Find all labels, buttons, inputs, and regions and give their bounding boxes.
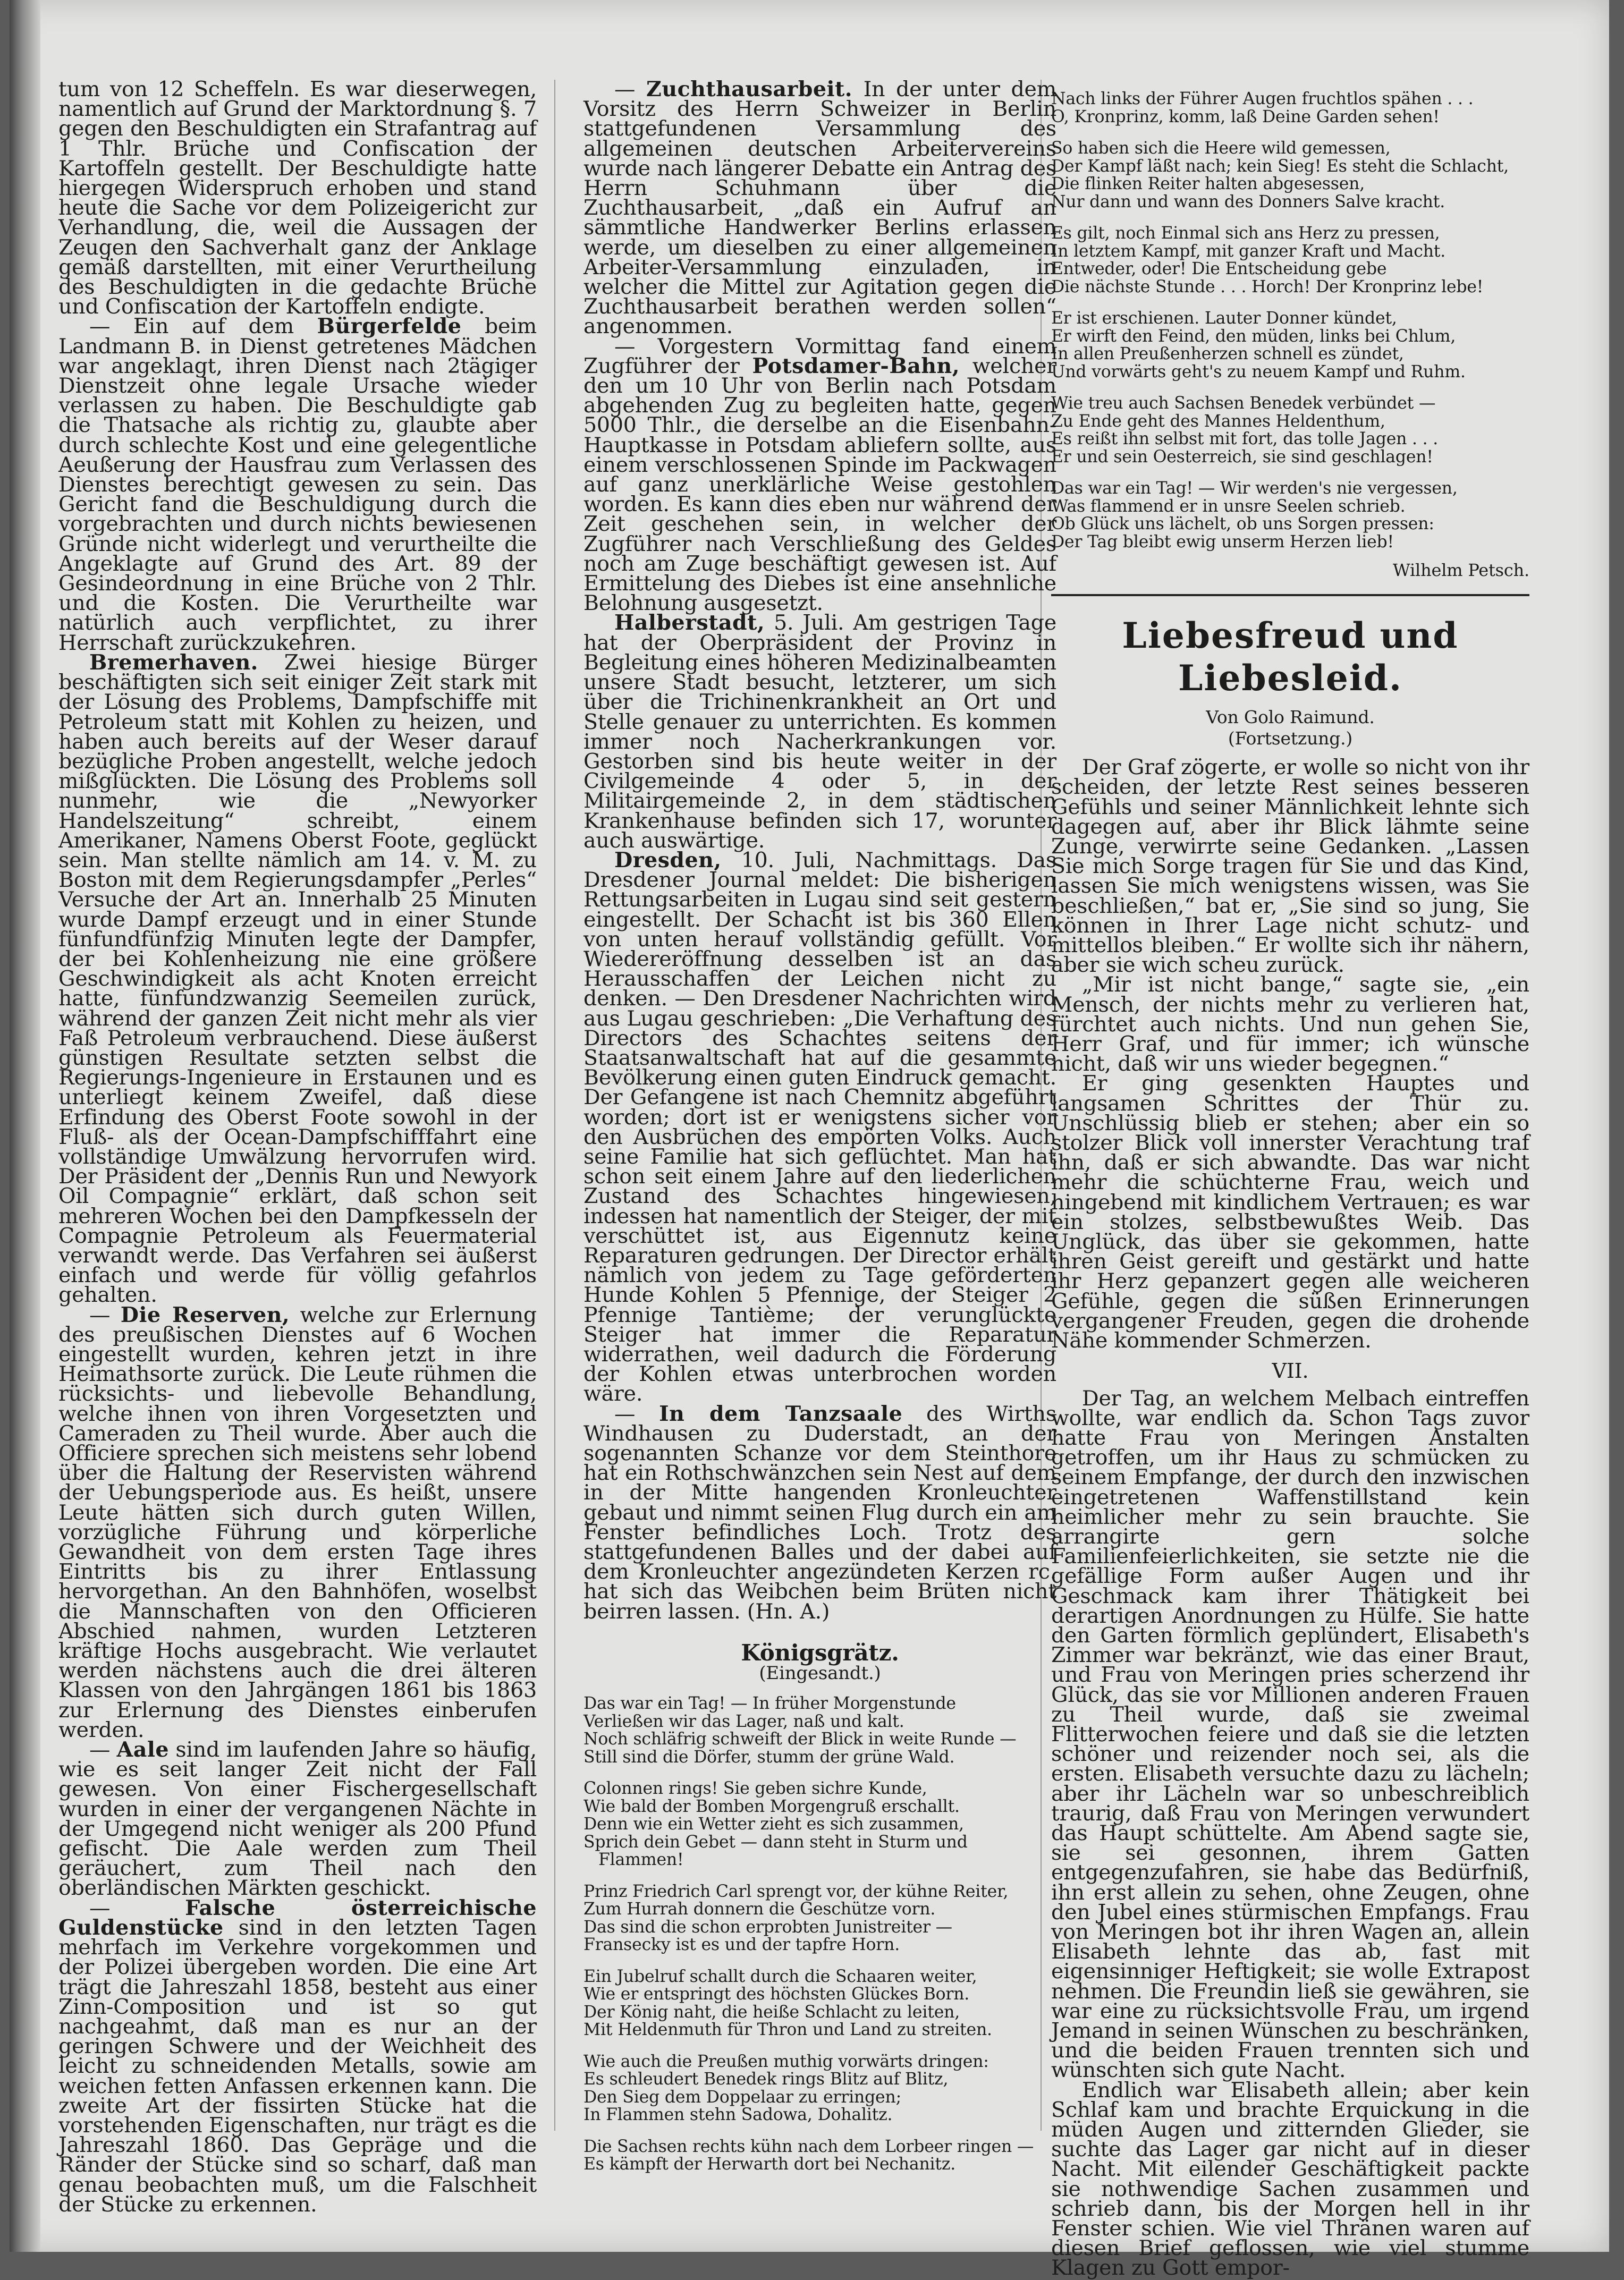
- poem-line: Der Kampf läßt nach; kein Sieg! Es steht die Schlacht,: [1051, 156, 1509, 176]
- poem-line: Fransecky ist es und der tapfre Horn.: [583, 1935, 900, 1955]
- article-potsdamer-bahn: — Vorgestern Vormittag fand einem Zugführer der Potsdamer-Bahn, welcher den um 10 Uhr von Berlin nach Potsdam abgehenden Zug zu begleiten hatte, gegen 5000 Thlr., die derselbe an die Eisenbahn-Hauptkasse in Potsdam abliefern sollte, aus einem verschlossenen Spinde im Packwagen auf ganz unerklärliche Weise gestohlen worden. Es kann dies eben nur während der Zeit geschehen sein, in welcher der Zugführer nach Verschließung des Geldes noch am Zuge beschäftigt gewesen ist. Auf Ermittelung des Diebes ist eine ansehnliche Belohnung ausgesetzt.: [583, 334, 1056, 616]
- story-author: Von Golo Raimund.: [1206, 707, 1375, 728]
- poem-line: Was flammend er in unsre Seelen schrieb.: [1051, 496, 1406, 516]
- chapter-number: VII.: [1272, 1359, 1309, 1383]
- headline-buergerfelde: Bürgerfelde: [317, 314, 462, 339]
- article-reserven: — Die Reserven, welche zur Erlernung des preußischen Dienstes auf 6 Wochen eingestellt wurden, kehren jetzt in ihre Heimathsorte zurück. Die Leute rühmen die rücksichts- und liebevolle Behandlung, welche ihnen von ihren Vorgesetzten und Cameraden zu Theil wurde. Aber auch die Officiere sprechen sich meistens sehr lobend über die Haltung der Reservisten während der Uebungsperiode aus. Es heißt, unsere Leute hätten sich durch guten Willen, vorzügliche Führung und körperliche Gewandheit von dem ersten Tage ihres Eintritts bis zu ihrer Entlassung hervorgethan. An den Bahnhöfen, woselbst die Mannschaften von den Officieren Abschied nahmen, wurden Letzteren kräftige Hochs ausgebracht. Wie verlautet werden nächstens auch die drei älteren Klassen von den Jahrgängen 1861 bis 1863 zur Erlernung des Dienstes einberufen werden.: [58, 1302, 537, 1742]
- headline-potsdamer-bahn: Potsdamer-Bahn,: [752, 353, 960, 378]
- story-paragraph: „Mir ist nicht bange,“ sagte sie, „ein Mensch, der nichts mehr zu verlieren hat, fürchtet auch nichts. Und nun gehen Sie, Herr Graf, und für immer; ich wünsche nicht, daß wir uns wieder begegnen.“: [1051, 972, 1529, 1077]
- article-tanzsaale: — In dem Tanzsaale des Wirths Windhausen zu Duderstadt, an der sogenannten Schanze vor dem Steinthore hat ein Rothschwänzchen sein Nest auf dem in der Mitte hangenden Kronleuchter gebaut und nimmt seinen Flug durch ein am Fenster befindliches Loch. Trotz des stattgefundenen Balles und der dabei auf dem Kronleuchter angezündeten Kerzen rc. hat sich das Weibchen beim Brüten nicht beirren lassen. (Hn. A.): [583, 1401, 1056, 1624]
- column-3: [1051, 90, 1529, 2278]
- newspaper-page: [10, 0, 1609, 2280]
- poem-line: Wie treu auch Sachsen Benedek verbündet —: [1051, 394, 1436, 413]
- story-continuation-note: (Fortsetzung.): [1228, 728, 1353, 749]
- poem-subtitle: (Eingesandt.): [759, 1663, 881, 1684]
- poem-stanza: [1051, 225, 1529, 296]
- poem-line: Nur dann und wann des Donners Salve kracht.: [1051, 192, 1445, 211]
- poem-stanzas-part1: [583, 1695, 1056, 2174]
- column-2: [583, 77, 1056, 2188]
- article-aale: — Aale sind im laufenden Jahre so häufig, wie es seit langer Zeit nicht der Fall gewesen. Von einer Fischergesellschaft wurden in einer der vergangenen Nächte in der Umgegend nicht weniger als 200 Pfund gefischt. Die Aale werden zum Theil geräuchert, zum Theil nach den oberländischen Märkten geschickt.: [58, 1737, 537, 1901]
- article-continuation: tum von 12 Scheffeln. Es war dieserwegen, namentlich auf Grund der Marktordnung §. 7 gegen den Beschuldigten ein Strafantrag auf 1 Thlr. Brüche und Confiscation der Kartoffeln gestellt. Der Beschuldigte hatte hiergegen Widerspruch erhoben und stand heute die Sache vor dem Polizeigericht zur Verhandlung, die, weil die Aussagen der Zeugen den Sachverhalt ganz der Anklage gemäß darstellten, mit einer Verurtheilung des Beschuldigten in die gedachte Brüche und Confiscation der Kartoffeln endigte.: [58, 77, 537, 319]
- poem-line: In letztem Kampf, mit ganzer Kraft und Macht.: [1051, 241, 1446, 261]
- poem-line: Die Sachsen rechts kühn nach dem Lorbeer ringen —: [583, 2137, 1034, 2156]
- poem-line: Wie bald der Bomben Morgengruß erschallt.: [583, 1796, 960, 1816]
- poem-line: Die nächste Stunde . . . Horch! Der Kronprinz lebe!: [1051, 277, 1484, 296]
- page-fold-shadow: [10, 0, 40, 2252]
- poem-line: Er und sein Oesterreich, sie sind geschlagen!: [1051, 447, 1433, 467]
- headline-tanzsaale: In dem Tanzsaale: [659, 1401, 903, 1426]
- poem-line: Verließen wir das Lager, naß und kalt.: [583, 1711, 904, 1731]
- poem-line: Ein Jubelruf schallt durch die Schaaren weiter,: [583, 1967, 977, 1986]
- poem-line: Der Tag bleibt ewig unserm Herzen lieb!: [1051, 532, 1394, 552]
- poem-stanza: [583, 1695, 1056, 1766]
- poem-line: Entweder, oder! Die Entscheidung gebe: [1051, 259, 1387, 278]
- poem-line: Er wirft den Feind, den müden, links bei Chlum,: [1051, 326, 1456, 346]
- poem-line: Die flinken Reiter halten abgesessen,: [1051, 174, 1365, 193]
- poem-stanza: [1051, 395, 1529, 466]
- poem-line: Wie auch die Preußen muthig vorwärts dringen:: [583, 2052, 989, 2071]
- article-buergerfelde: — Ein auf dem Bürgerfelde beim Landmann B. in Dienst getretenes Mädchen war angeklagt, ihren Dienst nach 2tägiger Dienstzeit ohne legale Ursache wieder verlassen zu haben. Die Beschuldigte gab die Thatsache als richtig zu, glaubte aber durch schlechte Kost und eine gelegentliche Aeußerung der Hausfrau zum Verlassen des Dienstes berechtigt gewesen zu sein. Das Gericht fand die Beschuldigung durch die vorgebrachten und durch nichts bewiesenen Gründe nicht widerlegt und verurtheilte die Angeklagte auf Grund des Art. 89 der Gesindeordnung in eine Brüche von 2 Thlr. und die Kosten. Die Verurtheilte war natürlich auch verpflichtet, zu ihrer Herrschaft zurückzukehren.: [58, 314, 537, 655]
- poem-title: Königsgrätz.: [741, 1639, 899, 1666]
- poem-line: Denn wie ein Wetter zieht es sich zusammen,: [583, 1815, 964, 1834]
- poem-line: Colonnen rings! Sie geben sichre Kunde,: [583, 1779, 927, 1799]
- poem-line: Noch schläfrig schweift der Blick in weite Runde —: [583, 1730, 1017, 1749]
- poem-line: Es schleudert Benedek rings Blitz auf Blitz,: [583, 2070, 949, 2089]
- poem-line: Das war ein Tag! — Wir werden's nie vergessen,: [1051, 479, 1458, 498]
- headline-reserven: Die Reserven,: [120, 1302, 290, 1327]
- article-dresden: Dresden, 10. Juli, Nachmittags. Das Dresdener Journal meldet: Die bisherigen Rettungsarbeiten in Lugau sind seit gestern eingestellt. Der Schacht ist bis 360 Ellen von unten herauf vollständig gefüllt. Vor Wiedereröffnung desselben ist an das Herausschaffen der Leichen nicht zu denken. — Den Dresdener Nachrichten wird aus Lugau geschrieben: „Die Verhaftung des Directors des Schachtes seitens der Staatsanwaltschaft hat auf die gesammte Bevölkerung einen guten Eindruck gemacht. Der Gefangene ist nach Chemnitz abgeführt worden; dort ist er wenigstens sicher vor den Ausbrüchen des empörten Volks. Auch seine Familie hat sich geflüchtet. Man hat schon seit einem Jahre auf den liederlichen Zustand des Schachtes hingewiesen, indessen hat namentlich der Steiger, der mit verschüttet ist, aus Eigennutz keine Reparaturen gedrungen. Der Director erhält nämlich von jedem zu Tage geförderten Hunde Kohlen 5 Pfennige, der Steiger 2 Pfennige Tantième; der verunglückte Steiger hat immer die Reparatur widerrathen, weil dadurch die Förderung der Kohlen etwas unterbrochen worden wäre.: [583, 847, 1056, 1406]
- poem-line: Es reißt ihn selbst mit fort, das tolle Jagen . . .: [1051, 429, 1439, 448]
- story-paragraph: Der Graf zögerte, er wolle so nicht von ihr scheiden, der letzte Rest seines besseren Gefühls und seiner Männlichkeit lehnte sich dagegen auf, aber ihr Blick lähmte seine Zunge, verwirrte seine Gedanken. „Lassen Sie mich Sorge tragen für Sie und das Kind, lassen Sie mich wenigstens wissen, was Sie beschließen,“ bat er, „Sie sind so jung, Sie können in Ihrer Lage nicht schutz- und mittellos bleiben.“ Er wollte sich ihr nähern, aber sie wich scheu zurück.: [1051, 755, 1529, 978]
- poem-line: Zum Hurrah donnern die Geschütze vorn.: [583, 1900, 936, 1919]
- poem-line: Den Sieg dem Doppelaar zu erringen;: [583, 2087, 901, 2107]
- poem-line: Er ist erschienen. Lauter Donner kündet,: [1051, 309, 1397, 328]
- column-divider-1: [554, 80, 555, 2131]
- headline-bremerhaven: Bremerhaven.: [89, 650, 258, 675]
- poem-line: O, Kronprinz, komm, laß Deine Garden sehen!: [1051, 107, 1440, 126]
- poem-line: In allen Preußenherzen schnell es zündet,: [1051, 344, 1404, 363]
- story-paragraph: Der Tag, an welchem Melbach eintreffen wollte, war endlich da. Schon Tags zuvor hatte Frau von Meringen Anstalten getroffen, um ihr Haus zu schmücken zu seinem Empfange, der durch den inzwischen eingetretenen Waffenstillstand kein heimlicher mehr zu sein brauchte. Sie arrangirte gern solche Familienfeierlichkeiten, sie setzte nie die gefällige Form außer Augen und ihr Geschmack kam ihrer Thätigkeit bei derartigen Anordnungen zu Hülfe. Sie hatte den Garten förmlich geplündert, Elisabeth's Zimmer war bekränzt, wie das einer Braut, und Frau von Meringen pries scherzend ihr Glück, das sie vor Millionen anderen Frauen zu Theil wurde, daß sie zweimal Flitterwochen feiere und daß sie die letzten schöner und reizender noch sei, als die ersten. Elisabeth versuchte dazu zu lächeln; aber ihr Lächeln war so unbeschreiblich traurig, daß Frau von Meringen verwundert das Haupt schüttelte. Am Abend sagte sie, sie sei gesonnen, ihrem Gatten entgegenzufahren, sie habe das Bedürfniß, ihn erst allein zu sehen, ohne Zeugen, ohne den Jubel eines stürmischen Empfangs. Frau von Meringen bot ihr ihren Wagen an, allein Elisabeth lehnte das ab, fast mit eigensinniger Heftigkeit; sie wolle Extrapost nehmen. Die Freundin ließ sie gewähren, sie war eine zu rücksichtsvolle Frau, um irgend Jemand in seinen Wünschen zu beschränken, und die beiden Frauen trennten sich und wünschten sich gute Nacht.: [1051, 1386, 1529, 2083]
- poem-line: Es kämpft der Herwarth dort bei Nechanitz.: [583, 2155, 956, 2174]
- article-bremerhaven: Bremerhaven. Zwei hiesige Bürger beschäftigten sich seit einiger Zeit stark mit der Lösung des Problems, Dampfschiffe mit Petroleum statt mit Kohlen zu heizen, und haben auch bereits auf der Weser darauf bezügliche Proben angestellt, welche jedoch mißglückten. Die Lösung des Problems soll nunmehr, wie die „Newyorker Handelszeitung“ schreibt, einem Amerikaner, Namens Oberst Foote, geglückt sein. Man stellte nämlich am 14. v. M. zu Boston mit dem Regierungsdampfer „Perles“ Versuche der Art an. Innerhalb 25 Minuten wurde Dampf erzeugt und in einer Stunde fünfundfünfzig Minuten legte der Dampfer, der bei Kohlenheizung nie eine größere Geschwindigkeit als acht Knoten erreicht hatte, fünfundzwanzig Seemeilen zurück, während der ganzen Zeit nicht mehr als vier Faß Petroleum verbrauchend. Diese äußerst günstigen Resultate setzten selbst die Regierungs-Ingenieure in Erstaunen und es unterliegt keinem Zweifel, daß diese Erfindung des Oberst Foote sowohl in der Fluß- als der Ocean-Dampfschifffahrt eine vollständige Umwälzung hervorrufen wird. Der Präsident der „Dennis Run und Newyork Oil Compagnie“ erklärt, daß schon seit mehreren Wochen bei den Dampfkesseln der Compagnie Petroleum als Feuermaterial verwandt werde. Das Verfahren sei äußerst einfach und werde für völlig gefahrlos gehalten.: [58, 650, 537, 1308]
- poem-line: Mit Heldenmuth für Thron und Land zu streiten.: [583, 2020, 992, 2040]
- poem-stanza: [583, 1780, 1056, 1869]
- headline-guldenstuecke: Falsche österreichische Guldenstücke: [58, 1895, 537, 1940]
- poem-line: Nach links der Führer Augen fruchtlos spähen . . .: [1051, 89, 1474, 108]
- poem-stanza: [1051, 310, 1529, 381]
- poem-line: Still sind die Dörfer, stumm der grüne Wald.: [583, 1747, 955, 1767]
- headline-zuchthausarbeit: Zuchthausarbeit.: [646, 77, 853, 101]
- story-paragraph: Er ging gesenkten Hauptes und langsamen Schrittes der Thür zu. Unschlüssig blieb er stehen; aber ein so stolzer Blick voll innerster Verachtung traf ihn, daß er sich abwandte. Das war nicht mehr die schüchterne Frau, weich und hingebend mit kindlichem Vertrauen; es war ein stolzes, selbstbewußtes Weib. Das Unglück, das über sie gekommen, hatte ihren Geist gereift und gestärkt und hatte ihr Herz gepanzert gegen alle weicheren Gefühle, gegen die süßen Erinnerungen vergangener Freuden, gegen die drohende Nähe kommender Schmerzen.: [1051, 1071, 1529, 1353]
- poem-line: Der König naht, die heiße Schlacht zu leiten,: [583, 2002, 960, 2022]
- poem-stanzas-part2: [1051, 90, 1529, 551]
- poem-line: Das sind die schon erprobten Junistreiter —: [583, 1917, 952, 1937]
- poem-line: Wie er entspringt des höchsten Glückes Born.: [583, 1985, 970, 2004]
- article-zuchthausarbeit: — Zuchthausarbeit. In der unter dem Vorsitz des Herrn Schweizer in Berlin stattgefundenen Versammlung des allgemeinen deutschen Arbeitervereins wurde nach längerer Debatte ein Antrag des Herrn Schuhmann über die Zuchthausarbeit, „daß ein Aufruf an sämmtliche Handwerker Berlins erlassen werde, um dieselben zu einer allgemeinen Arbeiter-Versammlung einzuladen, in welcher die Mittel zur Agitation gegen die Zuchthausarbeit berathen werden sollen“ angenommen.: [583, 77, 1056, 339]
- poem-stanza: [583, 2138, 1056, 2174]
- article-guldenstuecke: — Falsche österreichische Guldenstücke sind in den letzten Tagen mehrfach im Verkehre vorgekommen und der Polizei übergeben worden. Die eine Art trägt die Jahreszahl 1858, besteht aus einer Zinn-Composition und ist so gut nachgeahmt, daß man es nur an der geringen Schwere und der Weichheit des leicht zu schneidenden Metalls, sowie am weichen fetten Anfassen erkennen kann. Die zweite Art der fissirten Stücke hat die vorstehenden Eigenschaften, nur trägt es die Jahreszahl 1860. Das Gepräge und die Ränder der Stücke sind so scharf, daß man genau beobachten muß, um die Falschheit der Stücke zu erkennen.: [58, 1895, 537, 2217]
- story-paragraph: Endlich war Elisabeth allein; aber kein Schlaf kam und brachte Erquickung in die müden Augen und zitternden Glieder, sie suchte das Lager gar nicht auf in dieser Nacht. Mit eilender Geschäftigkeit packte sie nothwendige Sachen zusammen und schrieb dann, bis der Morgen hell in ihr Fenster schien. Wie viel Thränen waren auf diesen Brief geflossen, wie viel stumme Klagen zu Gott empor-: [1051, 2078, 1529, 2280]
- poem-line: Ob Glück uns lächelt, ob uns Sorgen pressen:: [1051, 514, 1434, 533]
- poem-stanza: [1051, 140, 1529, 211]
- poem-stanza: [1051, 90, 1529, 126]
- poem-stanza: [583, 1968, 1056, 2039]
- section-rule: [1051, 594, 1529, 596]
- headline-aale: Aale: [116, 1737, 170, 1762]
- poem-line: In Flammen stehn Sadowa, Dohalitz.: [583, 2105, 893, 2125]
- headline-halberstadt: Halberstadt,: [614, 611, 765, 635]
- poem-stanza: [583, 2053, 1056, 2124]
- poem-signature: Wilhelm Petsch.: [1392, 560, 1529, 580]
- poem-line: Es gilt, noch Einmal sich ans Herz zu pressen,: [1051, 224, 1440, 243]
- poem-line: Das war ein Tag! — In früher Morgenstunde: [583, 1694, 956, 1714]
- story-title: Liebesfreud und Liebesleid.: [1122, 615, 1459, 699]
- poem-line: So haben sich die Heere wild gemessen,: [1051, 139, 1391, 158]
- poem-line: Und vorwärts geht's zu neuem Kampf und Ruhm.: [1051, 362, 1466, 382]
- poem-stanza: [583, 1883, 1056, 1954]
- article-halberstadt: Halberstadt, 5. Juli. Am gestrigen Tage hat der Oberpräsident der Provinz in Begleitung eines höheren Medizinalbeamten unsere Stadt besucht, letzterer, um sich über die Trichinenkrankheit an Ort und Stelle genauer zu unterrichten. Es kommen immer noch Nacherkrankungen vor. Gestorben sind bis heute weiter in der Civilgemeinde 4 oder 5, in der Militairgemeinde 2, in dem städtischen Krankenhause befinden sich 17, worunter auch auswärtige.: [583, 611, 1056, 853]
- poem-line: Prinz Friedrich Carl sprengt vor, der kühne Reiter,: [583, 1881, 1009, 1901]
- poem-line: Zu Ende geht des Mannes Heldenthum,: [1051, 411, 1385, 431]
- poem-line: Sprich dein Gebet — dann steht in Sturm und Flammen!: [583, 1832, 968, 1870]
- headline-dresden: Dresden,: [614, 847, 722, 872]
- poem-stanza: [1051, 480, 1529, 551]
- column-1: [58, 77, 537, 2217]
